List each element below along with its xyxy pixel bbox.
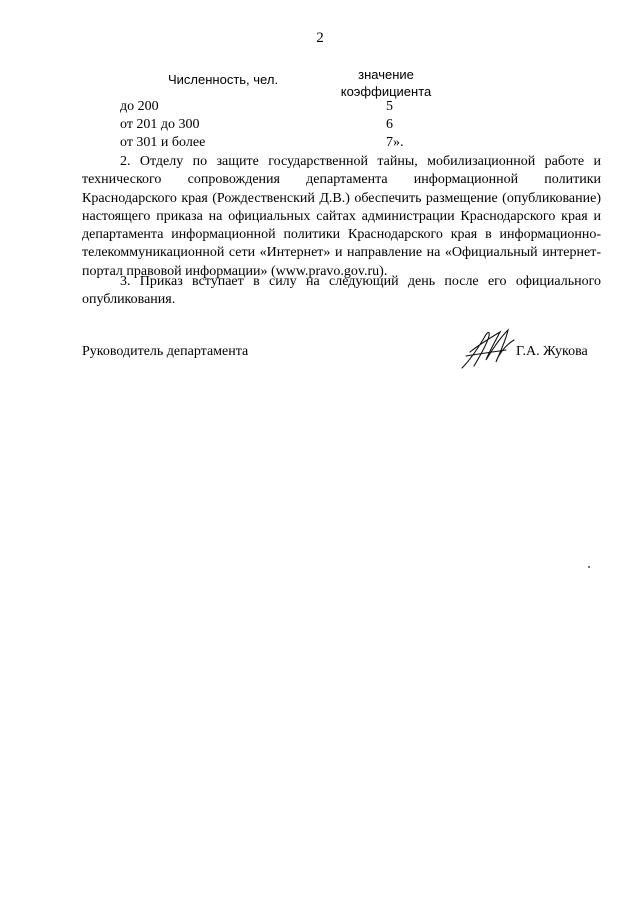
table-header-coefficient-line2: коэффициента: [340, 84, 432, 99]
handwritten-signature: [456, 326, 518, 372]
table-header-coefficient: [334, 66, 438, 100]
page-number: 2: [316, 30, 324, 46]
paragraph-3: 3. Приказ вступает в силу на следующий день после его официального опубликования.: [82, 274, 601, 308]
scan-speck: [588, 566, 590, 568]
paragraph-2: 2. Отделу по защите государственной тайны, мобилизационной работе и технического сопровождения департамента информационной политики Краснодарского края (Рождественский Д.В.) обеспечить размещение (опубликование) настоящего приказа на официальных сайтах администрации Краснодарского края и департамента информационной политики Краснодарского края в информационно-телекоммуникационной сети «Интернет» и направление на «Официальный интернет-портал правовой информации» (www.pravo.gov.ru).: [82, 154, 601, 279]
table-row-range: от 201 до 300: [120, 117, 200, 132]
table-row-value: 7».: [386, 135, 404, 150]
table-row-range: от 301 и более: [120, 135, 206, 150]
table-header-count: Численность, чел.: [168, 72, 279, 87]
signer-position: Руководитель департамента: [82, 344, 249, 359]
table-row-range: до 200: [120, 99, 159, 114]
table-header-coefficient-line1: значение: [358, 67, 414, 82]
table-row-value: 6: [386, 117, 393, 132]
table-row-value: 5: [386, 99, 393, 114]
signer-name: Г.А. Жукова: [516, 344, 588, 359]
